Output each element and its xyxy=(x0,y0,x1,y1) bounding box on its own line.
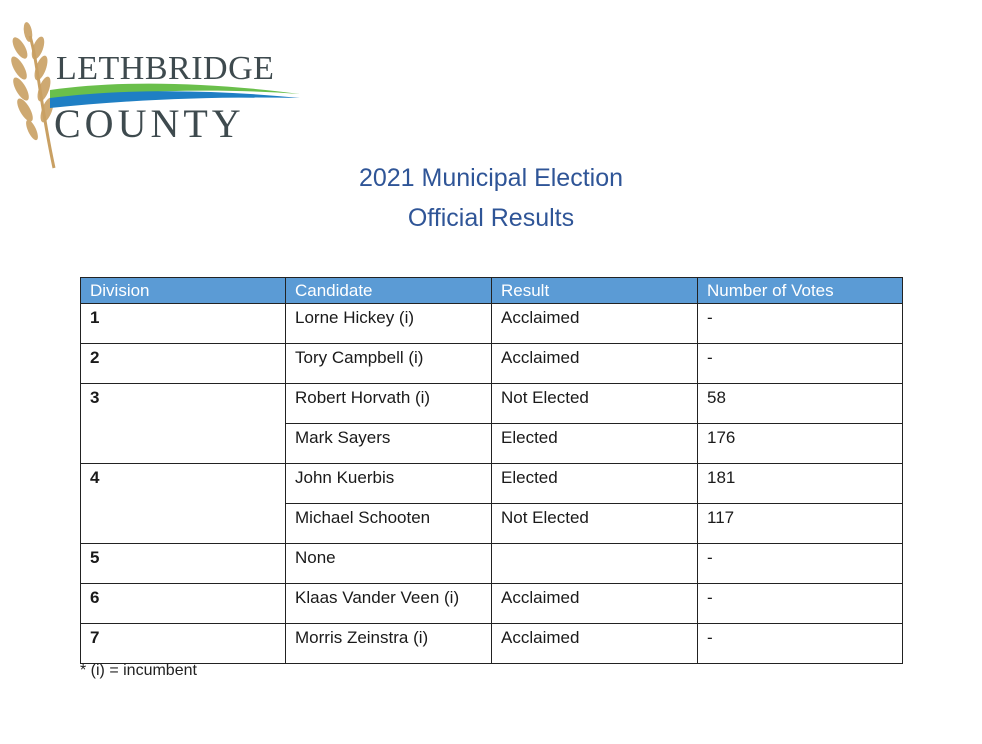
candidate-cell: Michael Schooten xyxy=(286,504,492,544)
votes-cell: 181 xyxy=(698,464,903,504)
candidate-cell: Morris Zeinstra (i) xyxy=(286,624,492,664)
incumbent-footnote: * (i) = incumbent xyxy=(80,662,197,679)
division-cell: 5 xyxy=(81,544,286,584)
votes-cell: - xyxy=(698,344,903,384)
result-cell: Not Elected xyxy=(492,384,698,424)
division-cell: 7 xyxy=(81,624,286,664)
candidate-cell: None xyxy=(286,544,492,584)
division-cell: 3 xyxy=(81,384,286,464)
logo-text-county: COUNTY xyxy=(54,101,245,146)
candidate-cell: John Kuerbis xyxy=(286,464,492,504)
page-title: 2021 Municipal Election xyxy=(358,164,624,192)
votes-cell: 176 xyxy=(698,424,903,464)
division-cell: 6 xyxy=(81,584,286,624)
logo-text-lethbridge: LETHBRIDGE xyxy=(56,50,275,87)
candidate-cell: Robert Horvath (i) xyxy=(286,384,492,424)
header-result: Result xyxy=(492,278,698,304)
header-votes: Number of Votes xyxy=(698,278,903,304)
candidate-cell: Mark Sayers xyxy=(286,424,492,464)
votes-cell: - xyxy=(698,544,903,584)
division-cell: 1 xyxy=(81,304,286,344)
result-cell: Elected xyxy=(492,464,698,504)
table-row xyxy=(81,464,903,504)
result-cell: Acclaimed xyxy=(492,584,698,624)
results-table xyxy=(80,277,903,664)
table-row xyxy=(81,624,903,664)
votes-cell: 117 xyxy=(698,504,903,544)
candidate-cell: Lorne Hickey (i) xyxy=(286,304,492,344)
table-row xyxy=(81,384,903,424)
votes-cell: - xyxy=(698,584,903,624)
table-row xyxy=(81,304,903,344)
page-subtitle: Official Results xyxy=(407,204,575,232)
division-cell: 4 xyxy=(81,464,286,544)
result-cell: Elected xyxy=(492,424,698,464)
header-division: Division xyxy=(81,278,286,304)
votes-cell: 58 xyxy=(698,384,903,424)
table-row xyxy=(81,344,903,384)
header-candidate: Candidate xyxy=(286,278,492,304)
table-row xyxy=(81,544,903,584)
votes-cell: - xyxy=(698,624,903,664)
votes-cell: - xyxy=(698,304,903,344)
lethbridge-county-logo xyxy=(8,18,308,173)
result-cell: Acclaimed xyxy=(492,304,698,344)
table-row xyxy=(81,584,903,624)
result-cell: Acclaimed xyxy=(492,624,698,664)
candidate-cell: Tory Campbell (i) xyxy=(286,344,492,384)
result-cell: Not Elected xyxy=(492,504,698,544)
candidate-cell: Klaas Vander Veen (i) xyxy=(286,584,492,624)
division-cell: 2 xyxy=(81,344,286,384)
result-cell xyxy=(492,544,698,584)
table-header-row xyxy=(81,278,903,304)
result-cell: Acclaimed xyxy=(492,344,698,384)
